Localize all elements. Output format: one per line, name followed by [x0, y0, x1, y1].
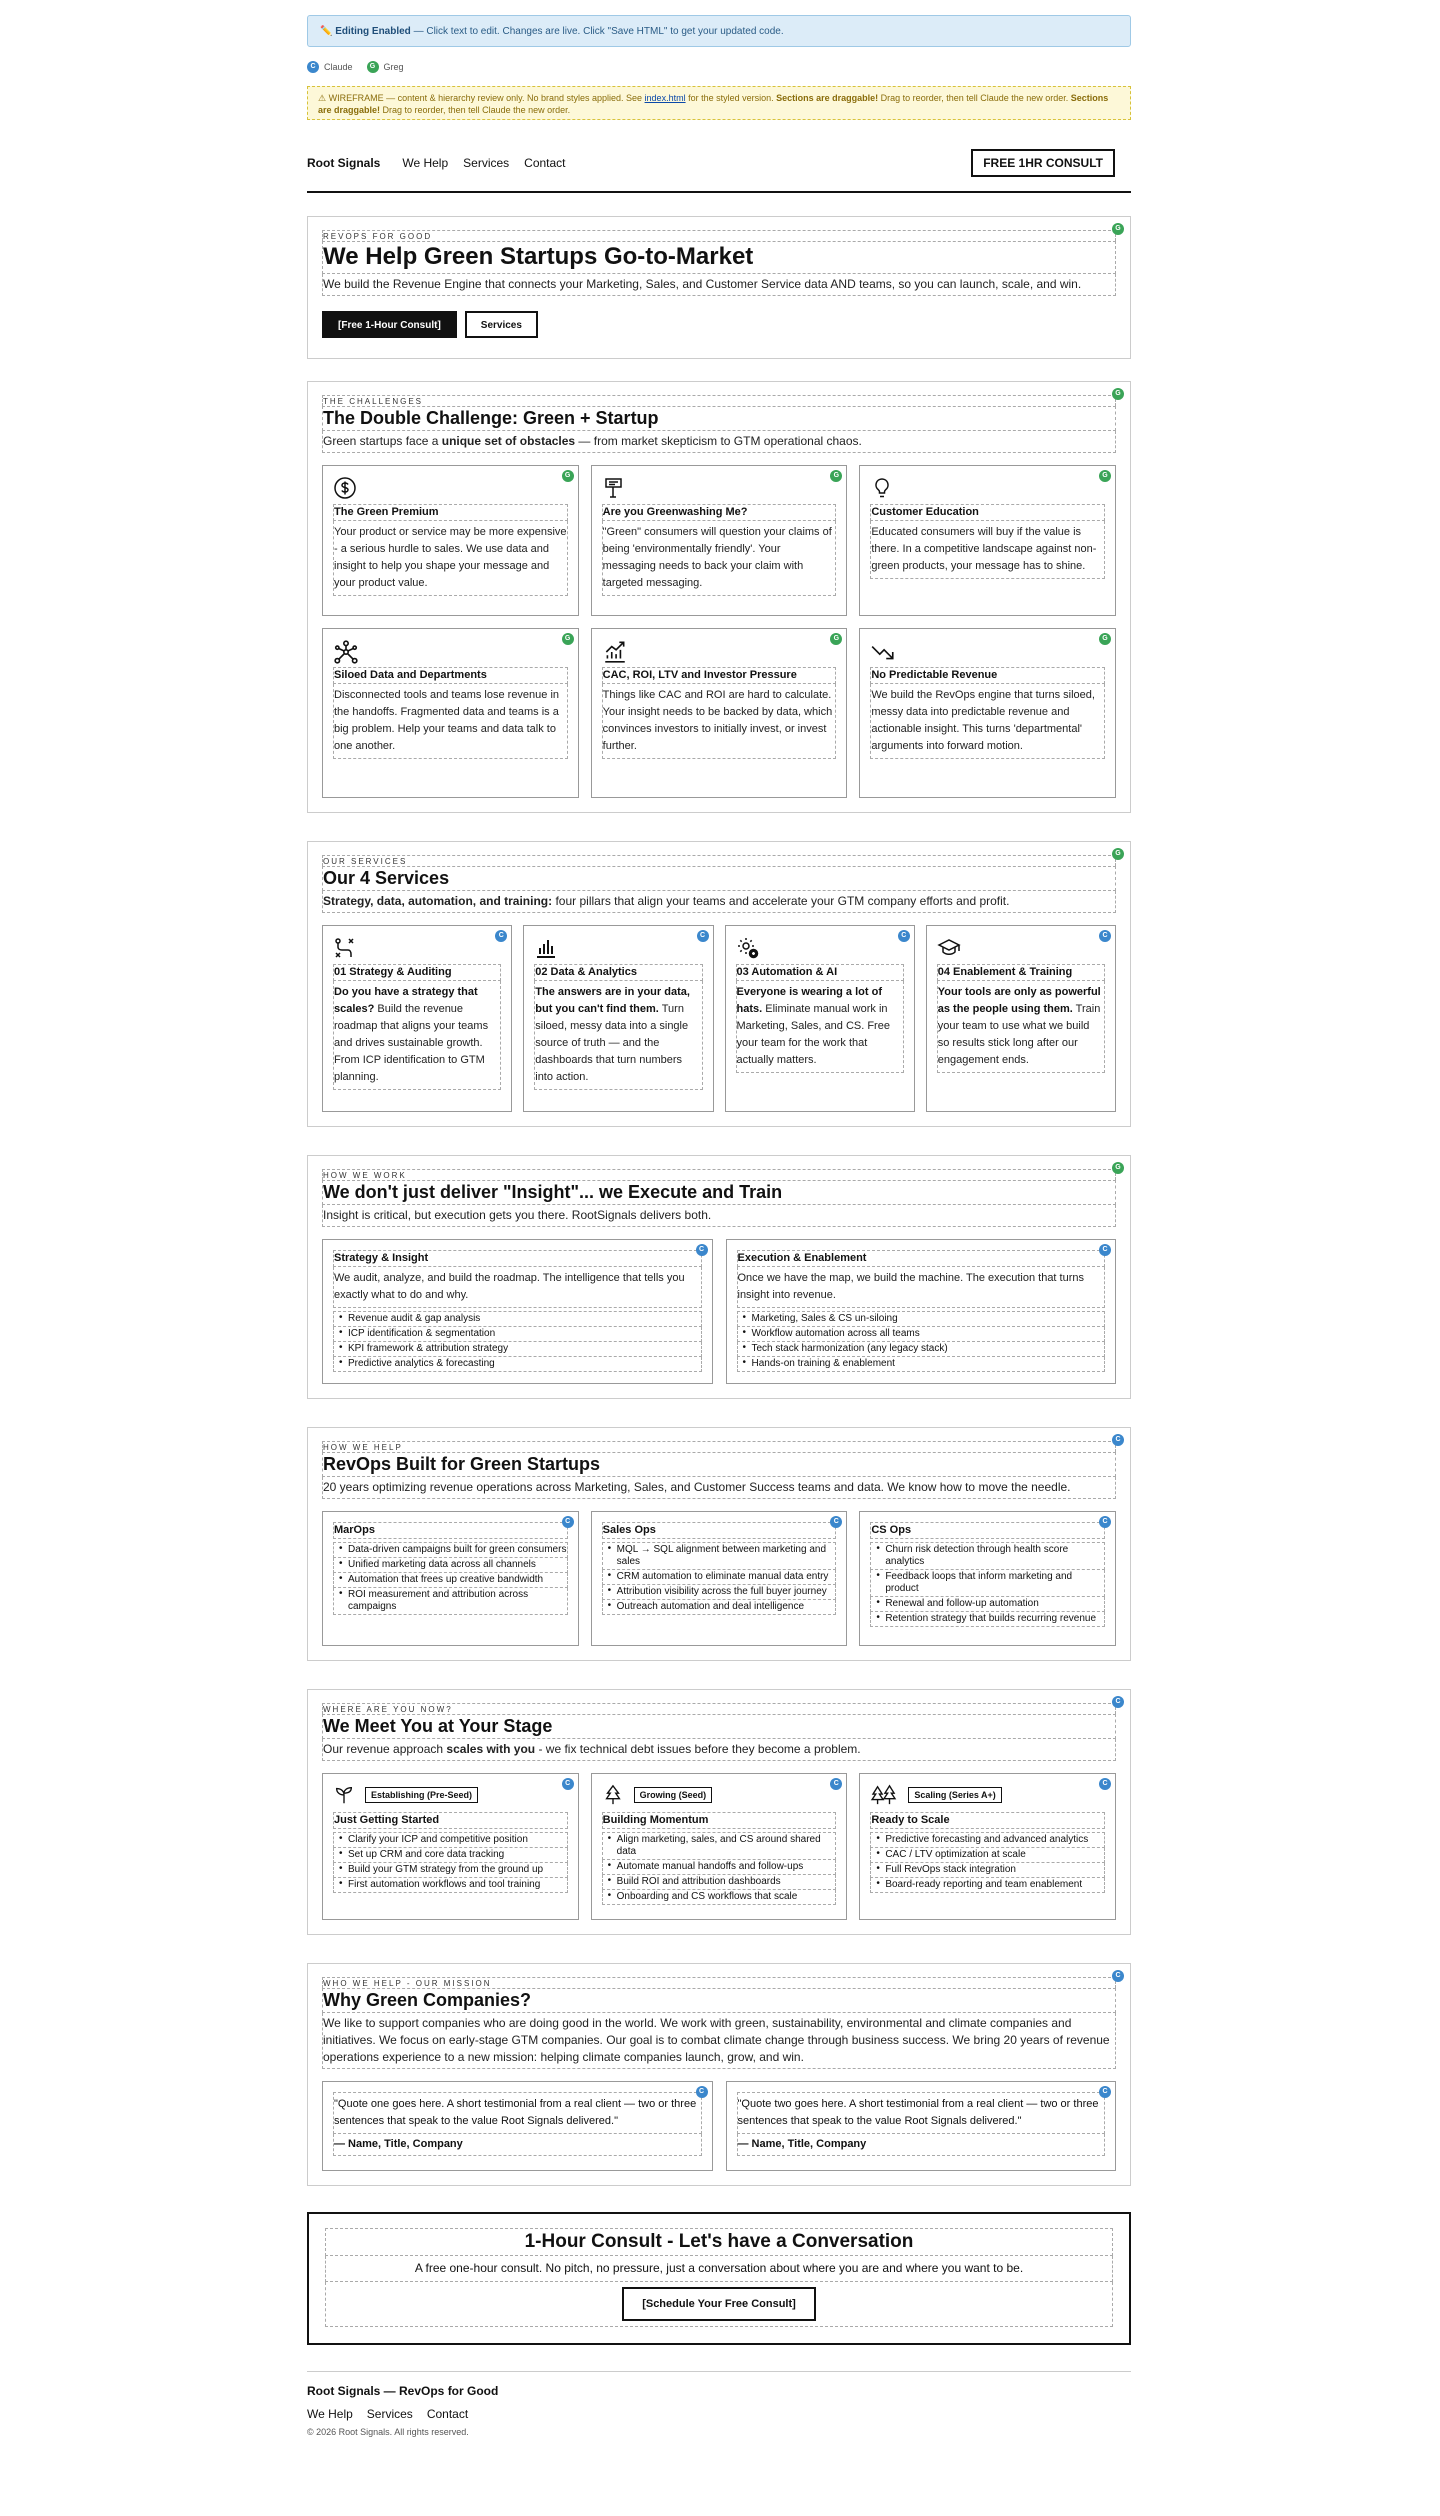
service-card[interactable]: [926, 925, 1116, 1112]
card-text: Disconnected tools and teams lose revenue in the handoffs. Fragmented data and teams is a big problem. Help your teams and data talk to one another.: [333, 684, 568, 759]
section-subtitle: Green startups face a unique set of obstacles — from market skepticism to GTM operational chaos.: [322, 431, 1116, 453]
free-consult-button[interactable]: [Free 1-Hour Consult]: [322, 311, 457, 338]
card-title: Strategy & Insight: [333, 1250, 702, 1267]
section-title: RevOps Built for Green Startups: [322, 1452, 1116, 1477]
eyebrow: THE CHALLENGES: [322, 395, 1116, 406]
service-card[interactable]: [523, 925, 713, 1112]
claude-badge-icon: C: [696, 1244, 708, 1256]
testimonial-name: — Name, Title, Company: [333, 2134, 702, 2156]
services-button[interactable]: Services: [465, 311, 538, 338]
trend-down-icon: [870, 639, 894, 663]
list-item: • KPI framework & attribution strategy: [333, 1342, 702, 1357]
list-item: • Build ROI and attribution dashboards: [602, 1875, 837, 1890]
claude-badge-icon: C: [696, 2086, 708, 2098]
stage-card[interactable]: [591, 1773, 848, 1920]
consult-subtitle: A free one-hour consult. No pitch, no pressure, just a conversation about where you are and where you want to be.: [325, 2256, 1113, 2282]
card-title: Ready to Scale: [870, 1812, 1105, 1829]
card-text: Educated consumers will buy if the value is there. In a competitive landscape against non-green products, your message has to shine.: [870, 521, 1105, 579]
stage-card[interactable]: [322, 1773, 579, 1920]
stage-pill: Establishing (Pre-Seed): [365, 1787, 478, 1804]
testimonial-quote: "Quote two goes here. A short testimonial from a real client — two or three sentences that speak to the value Root Signals delivered.": [737, 2092, 1106, 2134]
claude-badge-icon: C: [562, 1516, 574, 1528]
greg-badge-icon: G: [1099, 470, 1111, 482]
section-subtitle: We like to support companies who are doing good in the world. We work with green, sustainability, environmental and climate companies and initiatives. We focus on early-stage GTM companies. Our goal is to combat climate change through business success. We bring 20 years of revenue operations experience to a new mission: helping climate companies launch, grow, and win.: [322, 2013, 1116, 2069]
claude-badge-icon: C: [1099, 1778, 1111, 1790]
card-title: MarOps: [333, 1522, 568, 1539]
list-item: • Churn risk detection through health score analytics: [870, 1542, 1105, 1570]
hero-subtitle: We build the Revenue Engine that connects your Marketing, Sales, and Customer Service data AND teams, so you can launch, scale, and win.: [322, 274, 1116, 296]
bullet-list: [737, 1311, 1106, 1372]
bullet-list: [602, 1832, 837, 1905]
stage-pill: Growing (Seed): [634, 1787, 713, 1804]
claude-badge-icon: C: [1112, 1970, 1124, 1982]
consult-title: 1-Hour Consult - Let's have a Conversation: [325, 2228, 1113, 2256]
section-title: Why Green Companies?: [322, 1988, 1116, 2013]
challenges-section[interactable]: [307, 381, 1131, 813]
consult-section[interactable]: [307, 2212, 1131, 2345]
section-subtitle: Our revenue approach scales with you - we fix technical debt issues before they become a problem.: [322, 1739, 1116, 1761]
stage-card[interactable]: [859, 1773, 1116, 1920]
list-item: • Predictive analytics & forecasting: [333, 1357, 702, 1372]
footer-title: Root Signals — RevOps for Good: [307, 2383, 499, 2398]
ops-card[interactable]: [322, 1511, 579, 1646]
card-title: Just Getting Started: [333, 1812, 568, 1829]
card-title: Execution & Enablement: [737, 1250, 1106, 1267]
grad-cap-icon: [937, 936, 961, 960]
service-card[interactable]: [322, 925, 512, 1112]
section-title: Our 4 Services: [322, 866, 1116, 891]
list-item: • Workflow automation across all teams: [737, 1327, 1106, 1342]
stage-pill: Scaling (Series A+): [908, 1787, 1001, 1804]
mission-section[interactable]: [307, 1963, 1131, 2186]
list-item: • Retention strategy that builds recurring revenue: [870, 1612, 1105, 1627]
claude-badge-icon: C: [1099, 1516, 1111, 1528]
section-title: The Double Challenge: Green + Startup: [322, 406, 1116, 431]
claude-badge-icon: C: [830, 1516, 842, 1528]
section-subtitle: Insight is critical, but execution gets you there. RootSignals delivers both.: [322, 1205, 1116, 1227]
forest-icon: [870, 1784, 898, 1806]
claude-badge-icon: C: [562, 1778, 574, 1790]
lightbulb-icon: [870, 476, 894, 500]
challenge-card[interactable]: [859, 465, 1116, 616]
greg-badge-icon: G: [562, 633, 574, 645]
claude-badge-icon: C: [697, 930, 709, 942]
network-icon: [333, 639, 357, 663]
card-title: 03 Automation & AI: [736, 964, 904, 981]
claude-badge-icon: C: [1099, 930, 1111, 942]
greg-badge-icon: G: [1112, 1162, 1124, 1174]
banner-text: — Click text to edit. Changes are live. Click "Save HTML" to get your updated code.: [410, 26, 784, 37]
bullet-list: [333, 1542, 568, 1615]
challenge-card[interactable]: [322, 465, 579, 616]
cog-icon: [736, 936, 760, 960]
work-card[interactable]: [322, 1239, 713, 1384]
card-text: The answers are in your data, but you can't find them. Turn siloed, messy data into a single source of truth — and the dashboards that turn numbers into action.: [534, 981, 702, 1090]
card-title: Are you Greenwashing Me?: [602, 504, 837, 521]
list-item: • MQL → SQL alignment between marketing and sales: [602, 1542, 837, 1570]
bullet-list: [333, 1832, 568, 1893]
schedule-consult-button[interactable]: [Schedule Your Free Consult]: [622, 2287, 816, 2321]
eyebrow: WHO WE HELP - OUR MISSION: [322, 1977, 1116, 1988]
list-item: • Automate manual handoffs and follow-ups: [602, 1860, 837, 1875]
claude-badge-icon: C: [1099, 2086, 1111, 2098]
pencil-icon: ✏️: [320, 26, 336, 37]
warning-icon: ⚠: [318, 93, 329, 103]
footer-link-contact[interactable]: Contact: [426, 2406, 469, 2421]
list-item: • ICP identification & segmentation: [333, 1327, 702, 1342]
claude-badge-icon: C: [898, 930, 910, 942]
editing-banner: [307, 15, 1131, 47]
challenge-card[interactable]: [591, 465, 848, 616]
greg-badge-icon: G: [830, 470, 842, 482]
main-nav: [307, 135, 1131, 193]
claude-badge-icon: C: [1099, 1244, 1111, 1256]
challenge-card[interactable]: [322, 628, 579, 798]
list-item: • Data-driven campaigns built for green consumers: [333, 1542, 568, 1558]
list-item: • Attribution visibility across the full buyer journey: [602, 1585, 837, 1600]
section-title: We don't just deliver "Insight"... we Execute and Train: [322, 1180, 1116, 1205]
logo[interactable]: Root Signals: [307, 155, 381, 170]
list-item: • Outreach automation and deal intelligence: [602, 1600, 837, 1615]
footer: [307, 2371, 1131, 2439]
footer-link-we-help[interactable]: We Help: [307, 2406, 353, 2421]
hero-section[interactable]: [307, 216, 1131, 359]
services-section[interactable]: [307, 841, 1131, 1127]
challenge-card[interactable]: [859, 628, 1116, 798]
how-we-work-section[interactable]: [307, 1155, 1131, 1399]
bullet-list: [602, 1542, 837, 1615]
list-item: • Align marketing, sales, and CS around shared data: [602, 1832, 837, 1860]
greg-badge-icon: G: [1112, 848, 1124, 860]
sign-icon: [602, 476, 626, 500]
card-title: 04 Enablement & Training: [937, 964, 1105, 981]
claude-badge-icon: C: [830, 1778, 842, 1790]
challenge-card[interactable]: [591, 628, 848, 798]
greg-badge-icon: G: [562, 470, 574, 482]
card-title: No Predictable Revenue: [870, 667, 1105, 684]
banner-bold: Editing Enabled: [335, 26, 411, 37]
copyright: © 2026 Root Signals. All rights reserved.: [307, 2427, 469, 2438]
list-item: • Full RevOps stack integration: [870, 1863, 1105, 1878]
list-item: • Set up CRM and core data tracking: [333, 1848, 568, 1863]
footer-link-services[interactable]: Services: [366, 2406, 413, 2421]
nav-link-we-help[interactable]: We Help: [402, 155, 449, 170]
chart-up-icon: [602, 639, 626, 663]
section-subtitle: 20 years optimizing revenue operations across Marketing, Sales, and Customer Success teams and data. We know how to move the needle.: [322, 1477, 1116, 1499]
index-link[interactable]: index.html: [644, 93, 686, 103]
eyebrow: HOW WE HELP: [322, 1441, 1116, 1452]
list-item: • Renewal and follow-up automation: [870, 1597, 1105, 1612]
card-title: The Green Premium: [333, 504, 568, 521]
list-item: • Feedback loops that inform marketing and product: [870, 1570, 1105, 1597]
claude-badge-icon: C: [495, 930, 507, 942]
service-card[interactable]: [725, 925, 915, 1112]
editor-legend: [307, 60, 1131, 74]
claude-avatar-icon: C: [307, 61, 319, 73]
page-title: We Help Green Startups Go-to-Market: [322, 241, 1116, 274]
greg-avatar-icon: G: [367, 61, 379, 73]
bullet-list: [870, 1832, 1105, 1893]
list-item: • Hands-on training & enablement: [737, 1357, 1106, 1372]
wireframe-warning: ⚠ WIREFRAME — content & hierarchy review only. No brand styles applied. See index.html for the styled version. Sections are draggable! Drag to reorder, then tell Claude the new order. Sections are draggable! Drag to reorder, then tell Claude the new order.: [307, 86, 1131, 120]
route-icon: [333, 936, 357, 960]
card-text: Your tools are only as powerful as the people using them. Train your team to use what we build so results stick long after our engagement ends.: [937, 981, 1105, 1073]
card-text: "Green" consumers will question your claims of being 'environmentally friendly'. Your messaging needs to back your claim with targeted messaging.: [602, 521, 837, 596]
testimonial-quote: "Quote one goes here. A short testimonial from a real client — two or three sentences that speak to the value Root Signals delivered.": [333, 2092, 702, 2134]
list-item: • Clarify your ICP and competitive position: [333, 1832, 568, 1848]
legend-claude: C Claude: [307, 61, 353, 74]
bullet-list: [870, 1542, 1105, 1627]
list-item: • Revenue audit & gap analysis: [333, 1311, 702, 1327]
testimonial-name: — Name, Title, Company: [737, 2134, 1106, 2156]
eyebrow: REVOPS FOR GOOD: [322, 230, 1116, 241]
card-title: Customer Education: [870, 504, 1105, 521]
card-title: 01 Strategy & Auditing: [333, 964, 501, 981]
card-text: Things like CAC and ROI are hard to calculate. Your insight needs to be backed by data, which convinces investors to initially invest, or invest further.: [602, 684, 837, 759]
list-item: • Predictive forecasting and advanced analytics: [870, 1832, 1105, 1848]
list-item: • Build your GTM strategy from the ground up: [333, 1863, 568, 1878]
list-item: • ROI measurement and attribution across campaigns: [333, 1588, 568, 1615]
greg-badge-icon: G: [830, 633, 842, 645]
nav-link-services[interactable]: Services: [463, 155, 510, 170]
tree-icon: [602, 1784, 624, 1806]
ops-card[interactable]: [859, 1511, 1116, 1646]
nav-consult-button[interactable]: FREE 1HR CONSULT: [971, 149, 1115, 178]
card-text: Your product or service may be more expensive - a serious hurdle to sales. We use data and insight to help you shape your message and your product value.: [333, 521, 568, 596]
card-title: Building Momentum: [602, 1812, 837, 1829]
eyebrow: HOW WE WORK: [322, 1169, 1116, 1180]
list-item: • CAC / LTV optimization at scale: [870, 1848, 1105, 1863]
claude-badge-icon: C: [1112, 1434, 1124, 1446]
card-text: We build the RevOps engine that turns siloed, messy data into predictable revenue and actionable insight. This turns 'departmental' arguments into forward motion.: [870, 684, 1105, 759]
card-title: 02 Data & Analytics: [534, 964, 702, 981]
testimonial-card[interactable]: [322, 2081, 713, 2171]
card-title: CS Ops: [870, 1522, 1105, 1539]
nav-link-contact[interactable]: Contact: [524, 155, 566, 170]
greg-badge-icon: G: [1112, 388, 1124, 400]
list-item: • CRM automation to eliminate manual data entry: [602, 1570, 837, 1585]
sprout-icon: [333, 1784, 355, 1806]
list-item: • Tech stack harmonization (any legacy stack): [737, 1342, 1106, 1357]
list-item: • Unified marketing data across all channels: [333, 1558, 568, 1573]
claude-badge-icon: C: [1112, 1696, 1124, 1708]
greg-badge-icon: G: [1112, 223, 1124, 235]
list-item: • Automation that frees up creative bandwidth: [333, 1573, 568, 1588]
card-text: We audit, analyze, and build the roadmap. The intelligence that tells you exactly what to do and why.: [333, 1267, 702, 1308]
card-text: Everyone is wearing a lot of hats. Eliminate manual work in Marketing, Sales, and CS. Free your team for the work that actually matters.: [736, 981, 904, 1073]
how-we-help-section[interactable]: [307, 1427, 1131, 1661]
section-title: We Meet You at Your Stage: [322, 1714, 1116, 1739]
card-title: Sales Ops: [602, 1522, 837, 1539]
eyebrow: WHERE ARE YOU NOW?: [322, 1703, 1116, 1714]
bullet-list: [333, 1311, 702, 1372]
dollar-icon: [333, 476, 357, 500]
list-item: • First automation workflows and tool training: [333, 1878, 568, 1893]
card-text: Once we have the map, we build the machine. The execution that turns insight into revenue.: [737, 1267, 1106, 1308]
bar-chart-icon: [534, 936, 558, 960]
card-text: Do you have a strategy that scales? Build the revenue roadmap that aligns your teams and drives sustainable growth. From ICP identification to GTM planning.: [333, 981, 501, 1090]
list-item: • Board-ready reporting and team enablement: [870, 1878, 1105, 1893]
stage-section[interactable]: [307, 1689, 1131, 1935]
work-card[interactable]: [726, 1239, 1117, 1384]
list-item: • Onboarding and CS workflows that scale: [602, 1890, 837, 1905]
testimonial-card[interactable]: [726, 2081, 1117, 2171]
card-title: CAC, ROI, LTV and Investor Pressure: [602, 667, 837, 684]
list-item: • Marketing, Sales & CS un-siloing: [737, 1311, 1106, 1327]
legend-greg: G Greg: [367, 61, 404, 74]
ops-card[interactable]: [591, 1511, 848, 1646]
section-subtitle: Strategy, data, automation, and training: four pillars that align your teams and accelerate your GTM company efforts and profit.: [322, 891, 1116, 913]
eyebrow: OUR SERVICES: [322, 855, 1116, 866]
greg-badge-icon: G: [1099, 633, 1111, 645]
card-title: Siloed Data and Departments: [333, 667, 568, 684]
